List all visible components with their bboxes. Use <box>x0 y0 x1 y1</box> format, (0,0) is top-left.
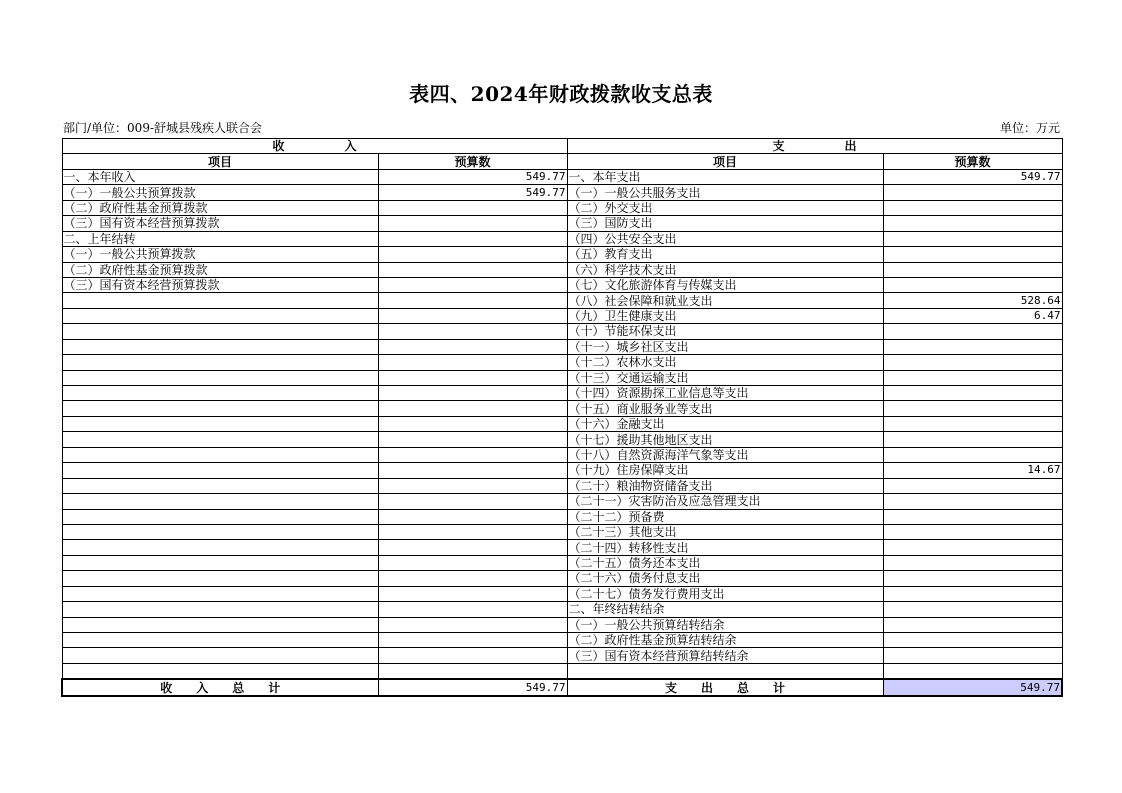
expense-item-cell: （七）文化旅游体育与传媒支出 <box>567 277 883 292</box>
income-item-cell <box>62 324 378 339</box>
expense-amount-cell <box>883 586 1062 601</box>
unit-label: 单位：万元 <box>999 121 1060 135</box>
income-amount-cell <box>378 463 567 478</box>
table-row <box>62 231 1062 246</box>
expense-item-cell: （三）国防支出 <box>567 216 883 231</box>
income-amount-cell <box>378 370 567 385</box>
table-row <box>62 633 1062 648</box>
expense-amount-cell <box>883 540 1062 555</box>
expense-item-cell: （一）一般公共服务支出 <box>567 185 883 200</box>
expense-amount-cell: 6.47 <box>883 308 1062 323</box>
income-item-cell <box>62 571 378 586</box>
expense-amount-cell <box>883 324 1062 339</box>
table-row <box>62 617 1062 632</box>
table-row <box>62 540 1062 555</box>
expense-item-cell: （二十六）债务付息支出 <box>567 571 883 586</box>
table-row <box>62 463 1062 478</box>
expense-amount-cell <box>883 370 1062 385</box>
income-amount-cell <box>378 571 567 586</box>
expense-item-cell: （十六）金融支出 <box>567 416 883 431</box>
table-row <box>62 478 1062 493</box>
income-amount-cell <box>378 231 567 246</box>
table-row <box>62 432 1062 447</box>
expense-item-cell: （三）国有资本经营预算结转结余 <box>567 648 883 663</box>
expense-amount-cell <box>883 247 1062 262</box>
income-amount-cell <box>378 540 567 555</box>
table-row <box>62 648 1062 663</box>
expense-amount-cell <box>883 401 1062 416</box>
income-item-cell <box>62 524 378 539</box>
income-amount-cell <box>378 247 567 262</box>
table-row <box>62 555 1062 570</box>
income-amount-cell <box>378 602 567 617</box>
expense-item-cell: （十二）农林水支出 <box>567 355 883 370</box>
income-amount-cell: 549.77 <box>378 185 567 200</box>
expense-amount-header: 预算数 <box>883 154 1062 169</box>
table-row <box>62 262 1062 277</box>
expense-item-cell: （二十七）债务发行费用支出 <box>567 586 883 601</box>
expense-amount-cell: 14.67 <box>883 463 1062 478</box>
table-row <box>62 386 1062 401</box>
income-item-cell: （二）政府性基金预算拨款 <box>62 200 378 215</box>
income-amount-cell <box>378 524 567 539</box>
expense-amount-cell <box>883 633 1062 648</box>
expense-amount-cell <box>883 416 1062 431</box>
income-amount-cell <box>378 509 567 524</box>
income-amount-cell <box>378 663 567 679</box>
table-row <box>62 602 1062 617</box>
income-item-cell <box>62 509 378 524</box>
expense-amount-cell <box>883 478 1062 493</box>
expense-amount-cell: 549.77 <box>883 169 1062 184</box>
income-item-cell <box>62 494 378 509</box>
band-header-row <box>62 139 1062 154</box>
expense-amount-cell <box>883 494 1062 509</box>
expense-item-cell: （二十一）灾害防治及应急管理支出 <box>567 494 883 509</box>
income-item-cell: （三）国有资本经营预算拨款 <box>62 216 378 231</box>
table-row <box>62 571 1062 586</box>
table-row <box>62 200 1062 215</box>
expense-item-cell: （八）社会保障和就业支出 <box>567 293 883 308</box>
expense-item-cell: （二）政府性基金预算结转结余 <box>567 633 883 648</box>
income-amount-cell <box>378 200 567 215</box>
expense-amount-cell <box>883 262 1062 277</box>
income-item-cell <box>62 663 378 679</box>
table-row <box>62 509 1062 524</box>
income-amount-cell <box>378 432 567 447</box>
income-item-cell <box>62 478 378 493</box>
income-total-value: 549.77 <box>378 679 567 696</box>
income-item-cell <box>62 633 378 648</box>
expense-item-cell: （十九）住房保障支出 <box>567 463 883 478</box>
expense-amount-cell <box>883 555 1062 570</box>
column-header-row <box>62 154 1062 169</box>
expense-amount-cell <box>883 231 1062 246</box>
table-row <box>62 355 1062 370</box>
income-amount-cell <box>378 447 567 462</box>
income-item-cell <box>62 602 378 617</box>
expense-item-cell: （十八）自然资源海洋气象等支出 <box>567 447 883 462</box>
income-item-cell <box>62 401 378 416</box>
income-item-cell: （一）一般公共预算拨款 <box>62 247 378 262</box>
expense-item-header: 项目 <box>567 154 883 169</box>
income-amount-cell: 549.77 <box>378 169 567 184</box>
income-item-header: 项目 <box>62 154 378 169</box>
income-item-cell: 一、本年收入 <box>62 169 378 184</box>
income-amount-cell <box>378 293 567 308</box>
expense-item-cell: （二十五）债务还本支出 <box>567 555 883 570</box>
department-label: 部门/单位：009-舒城县残疾人联合会 <box>63 121 263 135</box>
income-item-cell: 二、上年结转 <box>62 231 378 246</box>
income-amount-cell <box>378 478 567 493</box>
expense-amount-cell: 528.64 <box>883 293 1062 308</box>
expense-item-cell <box>567 663 883 679</box>
income-amount-cell <box>378 324 567 339</box>
income-amount-cell <box>378 308 567 323</box>
income-item-cell <box>62 447 378 462</box>
income-item-cell: （一）一般公共预算拨款 <box>62 185 378 200</box>
expense-amount-cell <box>883 617 1062 632</box>
totals-row <box>62 679 1062 696</box>
income-amount-cell <box>378 216 567 231</box>
income-amount-cell <box>378 262 567 277</box>
expense-amount-cell <box>883 602 1062 617</box>
income-amount-cell <box>378 416 567 431</box>
income-amount-cell <box>378 555 567 570</box>
expense-amount-cell <box>883 200 1062 215</box>
income-total-label: 收 入 总 计 <box>62 679 378 696</box>
expense-item-cell: 二、年终结转结余 <box>567 602 883 617</box>
expense-amount-cell <box>883 509 1062 524</box>
income-item-cell <box>62 293 378 308</box>
income-amount-cell <box>378 586 567 601</box>
income-amount-cell <box>378 339 567 354</box>
income-item-cell <box>62 308 378 323</box>
table-row <box>62 401 1062 416</box>
expense-amount-cell <box>883 386 1062 401</box>
income-amount-cell <box>378 277 567 292</box>
income-amount-cell <box>378 648 567 663</box>
income-item-cell <box>62 540 378 555</box>
expense-item-cell: （五）教育支出 <box>567 247 883 262</box>
expense-amount-cell <box>883 524 1062 539</box>
income-item-cell <box>62 617 378 632</box>
budget-table <box>61 138 1063 697</box>
income-amount-cell <box>378 494 567 509</box>
income-item-cell <box>62 586 378 601</box>
table-row <box>62 277 1062 292</box>
expense-item-cell: （一）一般公共预算结转结余 <box>567 617 883 632</box>
income-amount-cell <box>378 401 567 416</box>
expense-total-value: 549.77 <box>883 679 1062 696</box>
table-row <box>62 447 1062 462</box>
table-row <box>62 169 1062 184</box>
income-band-header: 收 入 <box>62 139 567 154</box>
income-item-cell <box>62 339 378 354</box>
expense-amount-cell <box>883 571 1062 586</box>
expense-item-cell: （二十二）预备费 <box>567 509 883 524</box>
expense-amount-cell <box>883 432 1062 447</box>
expense-amount-cell <box>883 447 1062 462</box>
income-item-cell: （二）政府性基金预算拨款 <box>62 262 378 277</box>
income-amount-cell <box>378 355 567 370</box>
expense-item-cell: （十五）商业服务业等支出 <box>567 401 883 416</box>
page-title: 表四、2024年财政拨款收支总表 <box>409 82 713 106</box>
table-row <box>62 185 1062 200</box>
table-row <box>62 293 1062 308</box>
expense-item-cell: （十七）援助其他地区支出 <box>567 432 883 447</box>
expense-amount-cell <box>883 663 1062 679</box>
expense-amount-cell <box>883 355 1062 370</box>
expense-item-cell: （二十）粮油物资储备支出 <box>567 478 883 493</box>
expense-item-cell: （十三）交通运输支出 <box>567 370 883 385</box>
income-item-cell <box>62 370 378 385</box>
table-row <box>62 324 1062 339</box>
table-row <box>62 339 1062 354</box>
expense-item-cell: （二十四）转移性支出 <box>567 540 883 555</box>
table-row <box>62 663 1062 679</box>
table-row <box>62 416 1062 431</box>
table-row <box>62 247 1062 262</box>
expense-item-cell: （二）外交支出 <box>567 200 883 215</box>
income-item-cell <box>62 416 378 431</box>
income-item-cell <box>62 463 378 478</box>
income-item-cell <box>62 648 378 663</box>
income-amount-cell <box>378 633 567 648</box>
expense-item-cell: （二十三）其他支出 <box>567 524 883 539</box>
expense-band-header: 支 出 <box>567 139 1062 154</box>
income-item-cell <box>62 386 378 401</box>
expense-amount-cell <box>883 277 1062 292</box>
expense-item-cell: （十一）城乡社区支出 <box>567 339 883 354</box>
expense-item-cell: （十）节能环保支出 <box>567 324 883 339</box>
expense-item-cell: 一、本年支出 <box>567 169 883 184</box>
expense-item-cell: （六）科学技术支出 <box>567 262 883 277</box>
expense-item-cell: （四）公共安全支出 <box>567 231 883 246</box>
table-row <box>62 370 1062 385</box>
table-row <box>62 308 1062 323</box>
income-amount-cell <box>378 617 567 632</box>
table-row <box>62 494 1062 509</box>
table-row <box>62 586 1062 601</box>
table-row <box>62 524 1062 539</box>
expense-amount-cell <box>883 216 1062 231</box>
income-item-cell <box>62 555 378 570</box>
income-amount-cell <box>378 386 567 401</box>
income-amount-header: 预算数 <box>378 154 567 169</box>
expense-item-cell: （十四）资源勘探工业信息等支出 <box>567 386 883 401</box>
expense-amount-cell <box>883 339 1062 354</box>
expense-amount-cell <box>883 185 1062 200</box>
table-row <box>62 216 1062 231</box>
expense-item-cell: （九）卫生健康支出 <box>567 308 883 323</box>
expense-amount-cell <box>883 648 1062 663</box>
income-item-cell <box>62 355 378 370</box>
expense-total-label: 支 出 总 计 <box>567 679 883 696</box>
income-item-cell: （三）国有资本经营预算拨款 <box>62 277 378 292</box>
income-item-cell <box>62 432 378 447</box>
